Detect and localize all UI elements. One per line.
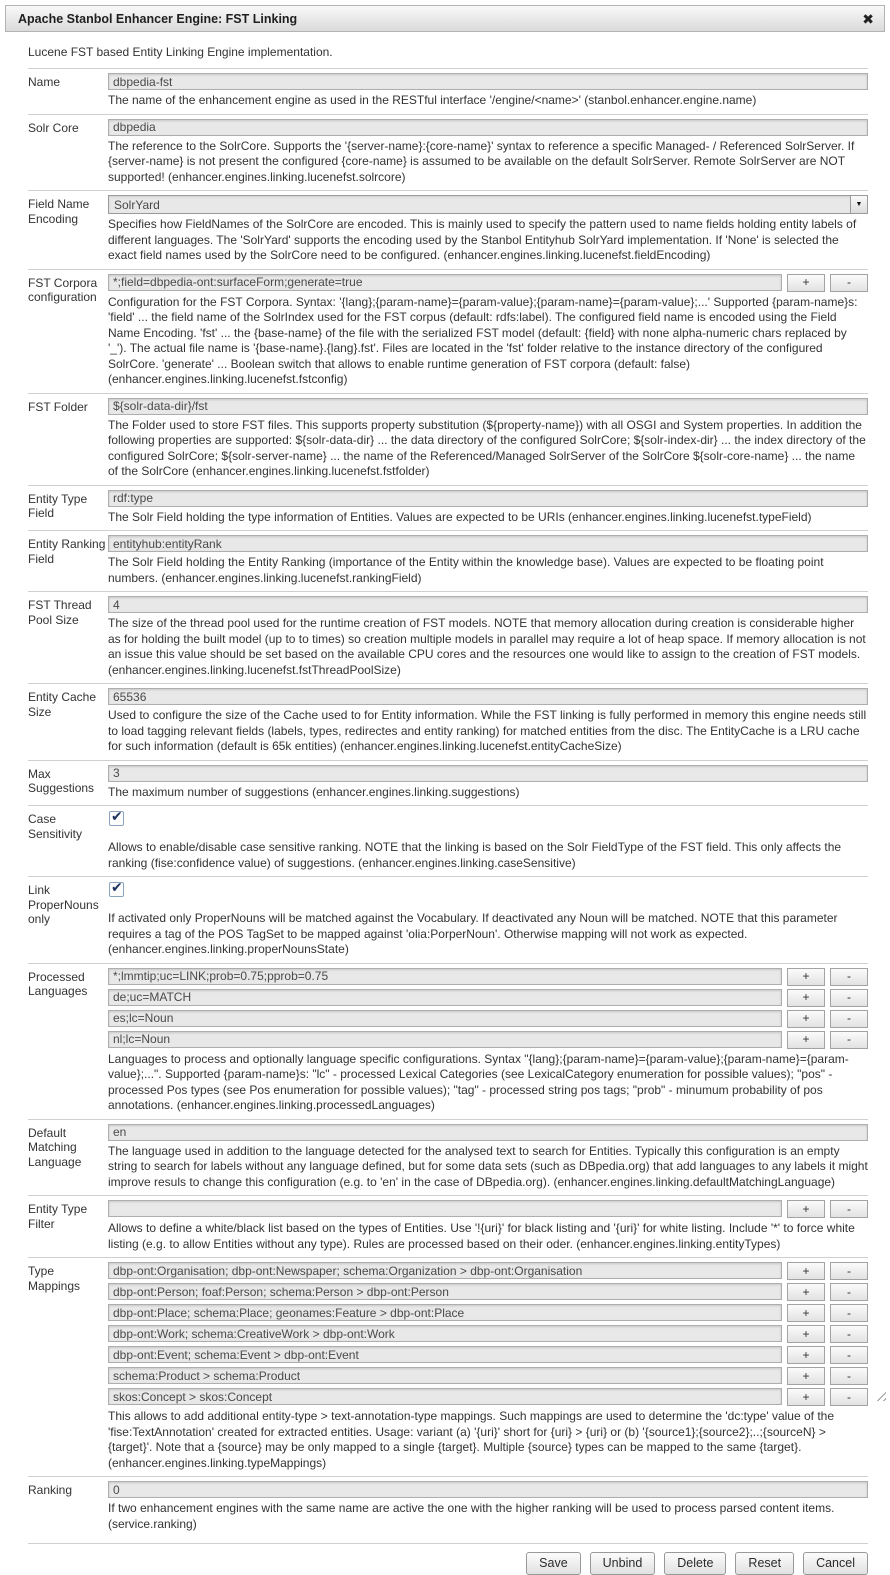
default-matching-language-description: The language used in addition to the language detected for the analysed text to search for Entities. Typically this configuration is an empty string to search for labels without any language defined, but for some data sets (such as DBpedia.org) that add languages to any labels it might improve resuls to change this configuration (e.g. to 'en' in the case of DBpedia.org). (enhancer.engines.linking.defaultMatchingLanguage)	[108, 1143, 868, 1189]
checkmark-icon: ✔	[111, 879, 123, 895]
row-entity-type-field	[28, 485, 868, 531]
link-propernouns-only-description: If activated only ProperNouns will be matched against the Vocabulary. If deactivated any Noun will be matched. NOTE that this parameter requires a tag of the POS TagSet to be mapped against 'olia:PorperNoun'. Otherwise mapping will not work as expected. (enhancer.engines.linking.properNounsState)	[108, 911, 838, 956]
add-entry-button[interactable]: +	[787, 1304, 825, 1322]
chevron-down-icon: ▼	[850, 196, 867, 213]
fst-corpora-label: FST Corpora configuration	[28, 275, 98, 305]
type-mappings-input[interactable]	[108, 1283, 782, 1300]
fst-thread-pool-size-input[interactable]	[108, 596, 868, 613]
row-max-suggestions	[28, 760, 868, 806]
select-value: SolrYard	[114, 198, 160, 212]
row-name	[28, 68, 868, 114]
row-processed-languages	[28, 963, 868, 1119]
processed-languages-input[interactable]	[108, 1031, 782, 1048]
link-propernouns-only-label: Link ProperNouns only	[28, 883, 99, 927]
add-entry-button[interactable]: +	[787, 1010, 825, 1028]
row-fst-thread-pool-size	[28, 591, 868, 683]
checkmark-icon: ✔	[111, 808, 123, 824]
case-sensitivity-description: Allows to enable/disable case sensitive ranking. NOTE that the linking is based on the Solr FieldType of the FST field. This only affects the ranking (fise:confidence value) of suggestions. (enhancer.engines.linking.caseSensitive)	[108, 840, 842, 870]
max-suggestions-input[interactable]	[108, 765, 868, 782]
add-entry-button[interactable]: +	[787, 1200, 825, 1218]
entity-ranking-field-label: Entity Ranking Field	[28, 537, 106, 566]
processed-languages-input[interactable]	[108, 989, 782, 1006]
unbind-button[interactable]: Unbind	[590, 1552, 656, 1575]
fst-thread-pool-size-description: The size of the thread pool used for the runtime creation of FST models. NOTE that memory allocation during creation is considerable higher as for holding the built model (up to to times) so creation multiple models in parallel may require a lot of heap space. If memory allocation is not an issue this value should be set based on the available CPU cores and the resources one would like to assign to the creation of FST models. (enhancer.engines.linking.lucenefst.fstThreadPoolSize)	[108, 616, 866, 677]
name-input[interactable]	[108, 73, 868, 90]
fst-folder-description: The Folder used to store FST files. This supports property substitution (${property-name}) with all OSGI and System properties. In addition the following properties are supported: ${solr-data-dir} ... the data directory of the configured SolrCore; ${solr-index-dir} ... the index directory of the configured SolrCore; ${solr-server-name} ... the name of the Referenced/Managed SolrServer of the SolrCore ${solr-core-name} ... the name of the SolrCore (enhancer.engines.linking.lucenefst.fstfolder)	[108, 417, 866, 478]
ranking-label: Ranking	[28, 1483, 73, 1497]
case-sensitivity-label: Case Sensitivity	[28, 812, 83, 841]
close-icon[interactable]: ✖	[862, 10, 874, 27]
fst-corpora-description: Configuration for the FST Corpora. Syntax: '{lang};{param-name}={param-value};{param-name}={param-value};...' Supported {param-name}s: 'field' ... the field name of the SolrIndex used for the FST corpus (default: rdfs:label). The configured field name is encoded using the Field Name Encoding. 'fst' ... the {base-name} of the file with the serialized FST model (default: {field} with none alpha-numeric chars replaced by '_'). The actual file name is '{base-name}.{lang}.fst'. Files are located in the 'fst' folder relative to the instance directory of the configured SolrCore. 'generate' ... Boolean switch that allows to enable runtime generation of FST corpora (default: false) (enhancer.engines.linking.lucenefst.fstconfig)	[108, 294, 858, 386]
remove-entry-button[interactable]: -	[830, 989, 868, 1007]
row-ranking	[28, 1476, 868, 1537]
row-entity-ranking-field	[28, 530, 868, 591]
add-entry-button[interactable]: +	[787, 1283, 825, 1301]
remove-entry-button[interactable]: -	[830, 1304, 868, 1322]
remove-entry-button[interactable]: -	[830, 1388, 868, 1406]
fst-corpora-input[interactable]	[108, 274, 782, 291]
dialog-titlebar	[5, 5, 885, 32]
save-button[interactable]: Save	[526, 1552, 581, 1575]
entity-type-field-input[interactable]	[108, 490, 868, 507]
remove-entry-button[interactable]: -	[830, 1346, 868, 1364]
entity-type-filter-label: Entity Type Filter	[28, 1202, 88, 1231]
row-link-propernouns-only	[28, 876, 868, 963]
row-entity-cache-size	[28, 683, 868, 760]
delete-button[interactable]: Delete	[664, 1552, 726, 1575]
type-mappings-input[interactable]	[108, 1325, 782, 1342]
processed-languages-input[interactable]	[108, 1010, 782, 1027]
add-entry-button[interactable]: +	[787, 274, 825, 292]
name-description: The name of the enhancement engine as used in the RESTful interface '/engine/<name>' (stanbol.enhancer.engine.name)	[108, 93, 757, 107]
processed-languages-label: Processed Languages	[28, 969, 88, 999]
row-entity-type-filter	[28, 1195, 868, 1257]
add-entry-button[interactable]: +	[787, 1031, 825, 1049]
entity-ranking-field-description: The Solr Field holding the Entity Ranking (importance of the Entity within the knowledge base). Values are expected to be floating point numbers. (enhancer.engines.linking.lucenefst.rankingField)	[108, 555, 824, 585]
row-default-matching-language	[28, 1119, 868, 1196]
add-entry-button[interactable]: +	[787, 1388, 825, 1406]
case-sensitivity-checkbox[interactable]	[109, 808, 124, 826]
fst-folder-input[interactable]	[108, 398, 868, 415]
add-entry-button[interactable]: +	[787, 968, 825, 986]
type-mappings-input[interactable]	[108, 1367, 782, 1384]
max-suggestions-label: Max Suggestions	[28, 766, 95, 796]
row-fst-folder	[28, 393, 868, 485]
row-case-sensitivity	[28, 805, 868, 876]
entity-cache-size-description: Used to configure the size of the Cache used to for Entity information. While the FST linking is fully performed in memory this engine needs still to load tagging relevant fields (labels, types, redirectes and entity ranking) for matched entities from the disc. The EntityCache is a LRU cache for such information (default is 65k entities) (enhancer.engines.linking.lucenefst.entityCacheSize)	[108, 708, 867, 753]
dialog-title: Apache Stanbol Enhancer Engine: FST Linking	[18, 11, 298, 26]
field-name-encoding-label: Field Name Encoding	[28, 197, 90, 226]
reset-button[interactable]: Reset	[735, 1552, 794, 1575]
type-mappings-input[interactable]	[108, 1346, 782, 1363]
entity-cache-size-label: Entity Cache Size	[28, 690, 97, 719]
entity-type-filter-input[interactable]	[108, 1200, 782, 1217]
add-entry-button[interactable]: +	[787, 1367, 825, 1385]
dialog-footer	[28, 1543, 868, 1575]
intro-text: Lucene FST based Entity Linking Engine implementation.	[28, 45, 333, 59]
add-entry-button[interactable]: +	[787, 1262, 825, 1280]
field-name-encoding-description: Specifies how FieldNames of the SolrCore are encoded. This is mainly used to specify the pattern used to name fields holding entity labels of different languages. The 'SolrYard' supports the encoding used by the Stanbol Entityhub SolrYard implementation. If 'None' is selected the exact field names used by the SolrCore need to be configured. (enhancer.engines.linking.lucenefst.fieldEncoding)	[108, 217, 857, 262]
remove-entry-button[interactable]: -	[830, 274, 868, 292]
type-mappings-input[interactable]	[108, 1388, 782, 1405]
processed-languages-description: Languages to process and optionally language specific configurations. Syntax "{lang};{param-name}={param-value};{param-name}={param-value};...". Supported {param-name}s: "lc" - processed Lexical Categories (see LexicalCategory enumeration for possible values); "pos" - processed Pos types (see Pos enumeration for possible values); "tag" - processed string pos tags; "prob" - minumum probability of pos annotations. (enhancer.engines.linking.processedLanguages)	[108, 1051, 849, 1112]
row-solr-core	[28, 114, 868, 191]
default-matching-language-input[interactable]	[108, 1124, 868, 1141]
entity-cache-size-input[interactable]	[108, 688, 868, 705]
entity-type-field-description: The Solr Field holding the type information of Entities. Values are expected to be URIs (enhancer.engines.linking.lucenefst.typeField)	[108, 509, 812, 524]
remove-entry-button[interactable]: -	[830, 1325, 868, 1343]
solr-core-description: The reference to the SolrCore. Supports the '{server-name}:{core-name}' syntax to reference a specific Managed- / Referenced SolrServer. If {server-name} is not present the configured {core-name} is assumed to be available on the default SolrServer. Remote SolrServer are NOT supported! (enhancer.engines.linking.lucenefst.solrcore)	[108, 138, 855, 184]
remove-entry-button[interactable]: -	[830, 1031, 868, 1049]
type-mappings-label: Type Mappings	[28, 1264, 81, 1293]
remove-entry-button[interactable]: -	[830, 1010, 868, 1028]
type-mappings-input[interactable]	[108, 1262, 782, 1279]
processed-languages-input[interactable]	[108, 968, 782, 985]
remove-entry-button[interactable]: -	[830, 1200, 868, 1218]
ranking-input[interactable]	[108, 1481, 868, 1498]
entity-type-filter-description: Allows to define a white/black list based on the types of Entities. Use '!{uri}' for black listing and '{uri}' for white listing. Include '*' to force white listing (e.g. to allow Entities without any type). Rules are processed based on their oder. (enhancer.engines.linking.entityTypes)	[108, 1221, 855, 1251]
solr-core-input[interactable]	[108, 119, 868, 136]
row-fst-corpora	[28, 269, 868, 393]
fst-folder-label: FST Folder	[28, 399, 88, 414]
field-name-encoding-select[interactable]	[108, 195, 868, 214]
remove-entry-button[interactable]: -	[830, 1262, 868, 1280]
fst-thread-pool-size-label: FST Thread Pool Size	[28, 598, 92, 627]
remove-entry-button[interactable]: -	[830, 1367, 868, 1385]
add-entry-button[interactable]: +	[787, 989, 825, 1007]
max-suggestions-description: The maximum number of suggestions (enhancer.engines.linking.suggestions)	[108, 784, 520, 799]
dialog-content	[0, 32, 890, 1537]
default-matching-language-label: Default Matching Language	[28, 1125, 82, 1169]
row-field-name-encoding	[28, 190, 868, 269]
entity-ranking-field-input[interactable]	[108, 535, 868, 552]
cancel-button[interactable]: Cancel	[803, 1552, 868, 1575]
name-label: Name	[28, 75, 61, 89]
add-entry-button[interactable]: +	[787, 1325, 825, 1343]
type-mappings-input[interactable]	[108, 1304, 782, 1321]
link-propernouns-only-checkbox[interactable]	[109, 879, 124, 897]
add-entry-button[interactable]: +	[787, 1346, 825, 1364]
type-mappings-description: This allows to add additional entity-type > text-annotation-type mappings. Such mappings are used to determine the 'dc:type' value of the 'fise:TextAnnotation' created for extracted entities. Usage: variant (a) '{uri}' short for {uri} > {uri} or (b) '{source1};{source2};..;{sourceN} > {target}'. Note that a {source} may be only mapped to a single {target}. Multiple {source} types can be mapped to the same {target}. (enhancer.engines.linking.typeMappings)	[108, 1409, 835, 1470]
remove-entry-button[interactable]: -	[830, 1283, 868, 1301]
entity-type-field-label: Entity Type Field	[28, 491, 88, 521]
solr-core-label: Solr Core	[28, 120, 79, 135]
ranking-description: If two enhancement engines with the same name are active the one with the higher ranking will be used to process parsed content items. (service.ranking)	[108, 1501, 835, 1531]
remove-entry-button[interactable]: -	[830, 968, 868, 986]
row-type-mappings	[28, 1257, 868, 1476]
